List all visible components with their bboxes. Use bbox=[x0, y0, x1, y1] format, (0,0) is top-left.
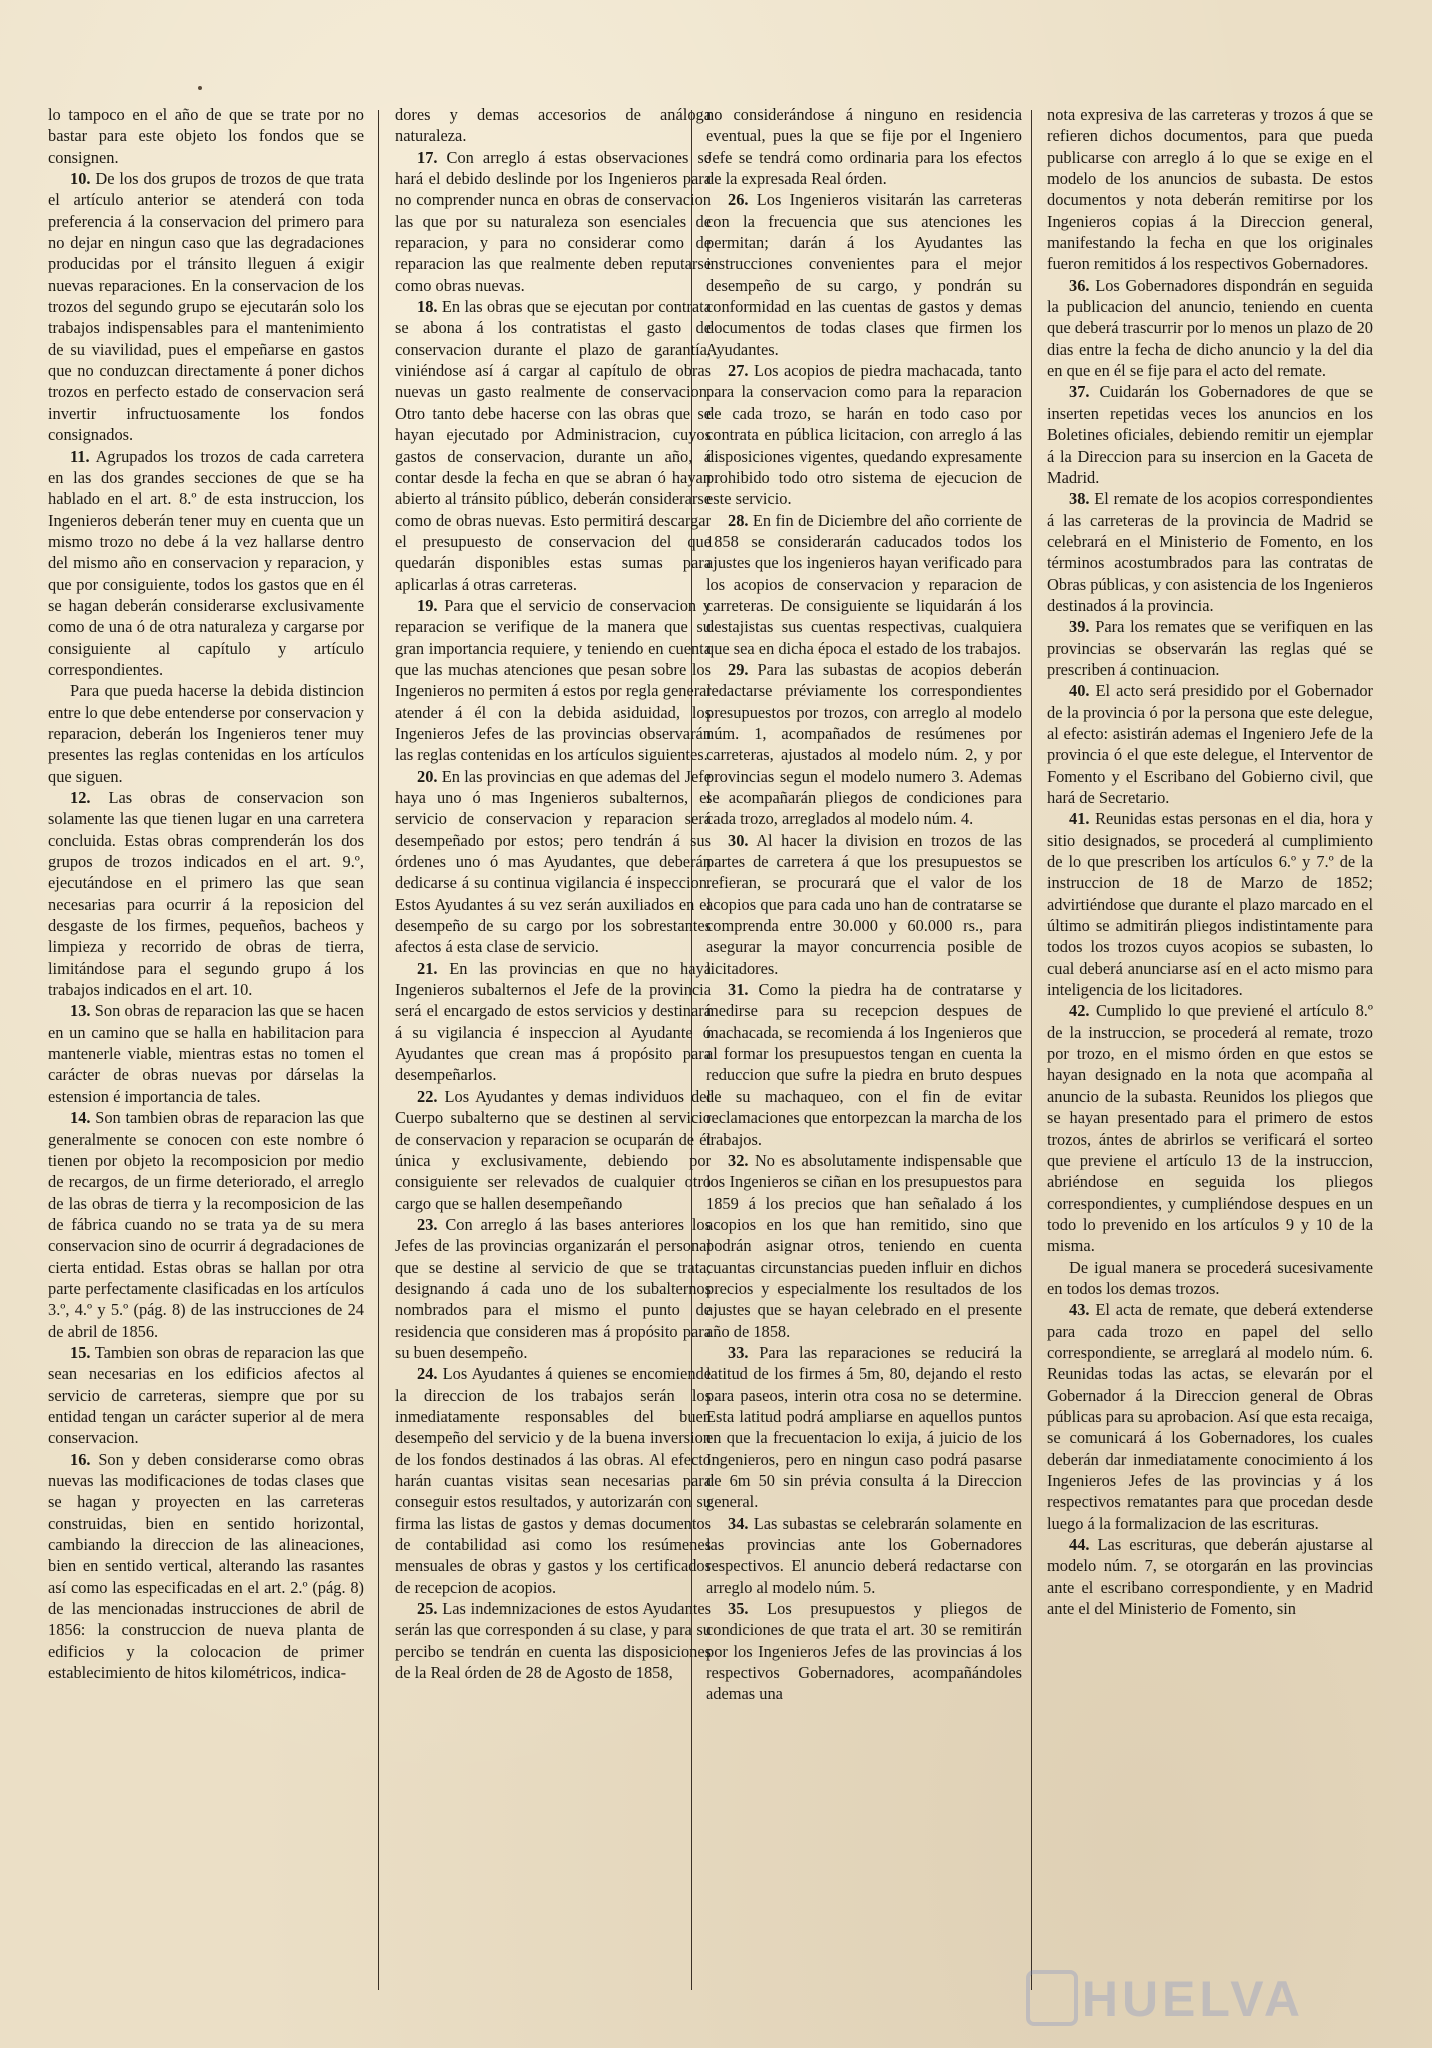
text-column-2 bbox=[395, 104, 711, 2028]
article-paragraph bbox=[395, 1086, 711, 1214]
paragraph-text: Las subastas se celebrarán solamente en las provincias ante los Gobernadores respectivos. El anuncio deberá redactarse con arreglo al modelo núm. 5. bbox=[706, 1513, 1022, 1597]
paragraph-text: Cuidarán los Gobernadores de que se inserten repetidas veces los anuncios en los Boletines oficiales, debiendo remitir un ejemplar á la Direccion para su insercion en la Gaceta de Madrid. bbox=[1047, 382, 1373, 487]
article-paragraph bbox=[706, 830, 1022, 979]
paragraph-text: De los dos grupos de trozos de que trata el artículo anterior se atenderá con toda preferencia á la conservacion del primero para no dejar en ningun caso que las degradaciones producidas por el tránsito lleguen á exigir nuevas reparaciones. En la conservacion de los trozos del segundo grupo se ejecutarán solo los trabajos indispensables para el mantenimiento de su viavilidad, pues el empeñarse en gastos que no conduzcan directamente á poner dichos trozos en perfecto estado de conservacion será invertir infructuosamente los fondos consignados. bbox=[48, 169, 364, 445]
article-number: 18. bbox=[417, 297, 438, 317]
article-number: 40. bbox=[1069, 681, 1090, 701]
article-number: 36. bbox=[1069, 275, 1090, 295]
article-paragraph bbox=[48, 1000, 364, 1107]
article-paragraph bbox=[48, 1449, 364, 1684]
article-number: 14. bbox=[70, 1108, 91, 1128]
paragraph-text: Los Ayudantes á quienes se encomiende la direccion de los trabajos serán los inmediatamente responsables del buen desempeño del servicio y de la buena inversion de los fondos destinados á las obras. Al efecto harán cuantas visitas sean necesarias para conseguir estos resultados, y autorizarán con su firma las listas de gastos y demas documentos de contabilidad asi como los resúmenes mensuales de obras y gastos y los certificados de recepcion de acopios. bbox=[395, 1364, 711, 1597]
paragraph-text: Para las subastas de acopios deberán redactarse préviamente los correspondientes presupuestos por trozos, con arreglo al modelo núm. 1, acompañados de resúmenes por carreteras, ajustados al modelo núm. 2, y por provincias segun el modelo numero 3. Ademas se acompañarán pliegos de condiciones para cada trozo, arreglados al modelo núm. 4. bbox=[706, 659, 1022, 829]
paragraph-text: Son tambien obras de reparacion las que generalmente se conocen con este nombre ó tienen por objeto la recomposicion por medio de recargos, de un firme deteriorado, el arreglo de las obras de tierra y la recomposicion de las de fábrica cuando no se trata ya de su mera conservacion sino de ocurrir á degradaciones de cierta entidad. Estas obras se hallan por otra parte perfectamente clasificadas en los artículos 3.º, 4.º y 5.º (pág. 8) de las instrucciones de 24 de abril de 1856. bbox=[48, 1108, 364, 1341]
paragraph bbox=[395, 104, 711, 147]
article-number: 42. bbox=[1069, 1001, 1090, 1021]
article-number: 33. bbox=[728, 1342, 749, 1362]
article-number: 19. bbox=[417, 595, 438, 615]
article-paragraph bbox=[395, 958, 711, 1086]
text-column-3 bbox=[706, 104, 1022, 2028]
article-paragraph bbox=[48, 168, 364, 445]
paragraph-text: nota expresiva de las carreteras y trozos á que se refieren dichos documentos, para que pueda publicarse con arreglo á lo que se exige en el modelo de los anuncios de subasta. De estos documentos y nota deberán remitirse por los Ingenieros copias á la Direccion general, manifestando la fecha en que los originales fueron remitidos á los respectivos Gobernadores. bbox=[1047, 105, 1373, 274]
article-number: 16. bbox=[70, 1449, 91, 1469]
paragraph-text: Son y deben considerarse como obras nuevas las modificaciones de todas clases que se hagan y proyecten en las carreteras construidas, bien en sentido horizontal, cambiando la direccion de las alineaciones, bien en sentido vertical, alterando las rasantes así como las especificadas en el art. 2.º (pág. 8) de las mencionadas instrucciones de abril de 1856: la construccion de nueva planta de edificios y la colocacion de primer establecimiento de hitos kilométricos, indica- bbox=[48, 1449, 364, 1683]
paragraph-text: Con arreglo á estas observaciones se hará el debido deslinde por los Ingenieros para no comprender nunca en obras de conservacion las que por su naturaleza son esenciales de reparacion, y para no considerar como de reparacion las que realmente deben reputarse como obras nuevas. bbox=[395, 147, 711, 295]
article-number: 30. bbox=[728, 830, 749, 850]
article-paragraph bbox=[395, 147, 711, 296]
paragraph-text: Los presupuestos y pliegos de condiciones de que trata el art. 30 se remitirán por los Ingenieros Jefes de las provincias á los respectivos Gobernadores, acompañándoles ademas una bbox=[706, 1599, 1022, 1704]
text-column-1 bbox=[48, 104, 364, 2028]
article-number: 38. bbox=[1069, 489, 1090, 509]
paragraph-text: Agrupados los trozos de cada carretera en las dos grandes secciones de que se ha hablado en el art. 8.º de esta instruccion, los Ingenieros deberán tener muy en cuenta que un mismo trozo no debe á la vez hallarse dentro del mismo año en conservacion y reparacion, y que por consiguiente, todos los gastos que en él se hagan deberán considerarse exclusivamente como de una ó de otra naturaleza y cargarse por consiguiente al capítulo y artículo correspondientes. bbox=[48, 446, 364, 679]
article-number: 35. bbox=[728, 1599, 749, 1619]
library-logo-icon bbox=[1026, 1970, 1078, 2026]
article-paragraph bbox=[395, 1214, 711, 1363]
paragraph-text: Los Gobernadores dispondrán en seguida la publicacion del anuncio, teniendo en cuenta que deberá trascurrir por lo menos un plazo de 20 dias entre la fecha de dicho anuncio y la del dia en que en él se fije para el acto del remate. bbox=[1047, 275, 1373, 381]
paragraph-text: Con arreglo á las bases anteriores los Jefes de las provincias organizarán el personal que se destine al servicio de que se trata; designando á cada uno de los subalternos nombrados para el mismo el punto de residencia que consideren mas á propósito para su buen desempeño. bbox=[395, 1214, 711, 1362]
article-number: 34. bbox=[728, 1513, 749, 1533]
paragraph bbox=[1047, 1257, 1373, 1300]
paragraph-text: Los acopios de piedra machacada, tanto para la conservacion como para la reparacion de cada trozo, se harán en todo caso por contrata en pública licitacion, con arreglo á las disposiciones vigentes, quedando expresamente prohibido todo otro sistema de ejecucion de este servicio. bbox=[706, 361, 1022, 509]
article-paragraph bbox=[48, 787, 364, 1000]
paragraph-text: En las obras que se ejecutan por contrata se abona á los contratistas el gasto de conservacion durante el plazo de garantía, viniéndose así á cargar al capítulo de obras nuevas un gasto realmente de conservacion. Otro tanto debe hacerse con las obras que se hayan ejecutado por Administracion, cuyos gastos de conservacion, durante un año, á contar desde la fecha en que se abran ó hayan abierto al tránsito público, deberán considerarse como de obras nuevas. Esto permitirá descargar el presupuesto de conservacion del que quedarán disponibles estas sumas para aplicarlas á otras carreteras. bbox=[395, 297, 711, 594]
article-number: 28. bbox=[728, 510, 749, 530]
article-number: 44. bbox=[1069, 1535, 1090, 1555]
paragraph-text: El acto será presidido por el Gobernador de la provincia ó por la persona que este delegue, al efecto: asistirán ademas el Ingeniero Jefe de la provincia ó el que este delegue, el Interventor de Fomento y el Escribano del Gobierno civil, que hará de Secretario. bbox=[1047, 681, 1373, 807]
article-paragraph bbox=[706, 1598, 1022, 1705]
article-paragraph bbox=[706, 1342, 1022, 1513]
article-paragraph bbox=[706, 360, 1022, 509]
article-paragraph bbox=[395, 1363, 711, 1598]
article-paragraph bbox=[706, 1150, 1022, 1342]
paragraph-text: Las indemnizaciones de estos Ayudantes serán las que corresponden á su clase, y para su percibo se tendrán en cuenta las disposiciones de la Real órden de 28 de Agosto de 1858, bbox=[395, 1599, 711, 1683]
paragraph-text: Tambien son obras de reparacion las que sean necesarias en los edificios afectos al servicio de carreteras, siempre que por su entidad tengan un carácter superior al de mera conservacion. bbox=[48, 1342, 364, 1448]
article-number: 25. bbox=[417, 1599, 438, 1619]
article-number: 39. bbox=[1069, 617, 1090, 637]
article-number: 41. bbox=[1069, 809, 1090, 829]
paragraph-text: Reunidas estas personas en el dia, hora y sitio designados, se procederá al cumplimiento de lo que prescriben los artículos 6.º y 7.º de la instruccion de 18 de Marzo de 1852; advirtiéndose que durante el plazo marcado en el último se admitirán pliegos indistintamente para todos los trozos cuyos acopios se subasten, lo cual deberá anunciarse así en el acto mismo para inteligencia de los licitadores. bbox=[1047, 809, 1373, 1000]
article-paragraph bbox=[1047, 381, 1373, 488]
paragraph-text: Son obras de reparacion las que se hacen en un camino que se halla en habilitacion para mantenerle viable, mientras estas no tomen el carácter de obras nuevas por dárselas la estension é importancia de tales. bbox=[48, 1001, 364, 1106]
paragraph-text: Para que pueda hacerse la debida distincion entre lo que debe entenderse por conservacion y reparacion, deberán los Ingenieros tener muy presentes las reglas contenidas en los artículos que siguen. bbox=[48, 681, 364, 786]
paragraph-text: Las escrituras, que deberán ajustarse al modelo núm. 7, se otorgarán en las provincias ante el escribano correspondiente, y en Madrid ante el del Ministerio de Fomento, sin bbox=[1047, 1535, 1373, 1619]
paragraph-text: Las obras de conservacion son solamente las que tienen lugar en una carretera concluida. Estas obras comprenderán los dos grupos de trozos indicados en el art. 9.º, ejecutándose en el primero las que sean necesarias para ocurrir á la reposicion del desgaste de los firmes, pequeños, bacheos y limpieza y recorrido de obras de tierra, limitándose para el segundo grupo á los trabajos indicados en el art. 10. bbox=[48, 788, 364, 1000]
article-number: 31. bbox=[728, 980, 749, 1000]
text-column-4 bbox=[1047, 104, 1373, 2028]
article-number: 23. bbox=[417, 1214, 438, 1234]
paragraph-text: No es absolutamente indispensable que los Ingenieros se ciñan en los presupuestos para 1859 á los precios que han señalado á los acopios en los que han remitido, sino que podrán asignar otros, teniendo en cuenta cuantas circunstancias pueden influir en dichos precios y especialmente los resultados de los ajustes que se hayan celebrado en el presente año de 1858. bbox=[706, 1150, 1022, 1341]
article-paragraph bbox=[1047, 808, 1373, 1000]
paragraph-text: Los Ayudantes y demas individuos del Cuerpo subalterno que se destinen al servicio de conservacion y reparacion se ocuparán de él única y exclusivamente, debiendo por consiguiente ser relevados de cualquier otro cargo que se hallen desempeñando bbox=[395, 1086, 711, 1213]
column-rule bbox=[1031, 110, 1032, 1990]
article-number: 24. bbox=[417, 1364, 438, 1384]
paragraph bbox=[706, 104, 1022, 189]
article-paragraph bbox=[706, 510, 1022, 659]
article-paragraph bbox=[1047, 1299, 1373, 1534]
paragraph-text: no considerándose á ninguno en residencia eventual, pues la que se fije por el Ingeniero Jefe se tendrá como ordinaria para los efectos de la expresada Real órden. bbox=[706, 105, 1022, 189]
article-paragraph bbox=[395, 595, 711, 766]
article-paragraph bbox=[1047, 680, 1373, 808]
article-paragraph bbox=[48, 446, 364, 681]
article-number: 29. bbox=[728, 659, 749, 679]
paragraph-text: Para los remates que se verifiquen en las provincias se observarán las reglas qué se prescriben á continuacion. bbox=[1047, 617, 1373, 679]
paragraph-text: El remate de los acopios correspondientes á las carreteras de la provincia de Madrid se celebrará en el Ministerio de Fomento, en los términos acostumbrados para las contratas de Obras públicas, y con asistencia de los Ingenieros destinados á la provincia. bbox=[1047, 489, 1373, 615]
article-paragraph bbox=[1047, 1534, 1373, 1619]
ink-speck bbox=[198, 86, 202, 90]
paragraph-text: Para que el servicio de conservacion y reparacion se verifique de la manera que su gran importancia requiere, y teniendo en cuenta que las muchas atenciones que pesan sobre los Ingenieros no permiten á estos por regla general atender á él con la debida asiduidad, los Ingenieros Jefes de las provincias observarán las reglas contenidas en los artículos siguientes. bbox=[395, 595, 711, 765]
paragraph-text: Para las reparaciones se reducirá la latitud de los firmes á 5m, 80, dejando el resto para paseos, interin otra cosa no se determine. Esta latitud podrá ampliarse en aquellos puntos en que la frecuentacion lo exija, á juicio de los Ingenieros, pero en ningun caso podrá pasarse de 6m 50 sin prévia consulta á la Direccion general. bbox=[706, 1342, 1022, 1512]
article-number: 12. bbox=[70, 788, 91, 807]
article-paragraph bbox=[1047, 616, 1373, 680]
paragraph-text: Como la piedra ha de contratarse y medirse para su recepcion despues de machacada, se recomienda á los Ingenieros que al formar los presupuestos tengan en cuenta la reduccion que sufre la piedra en bruto despues de su machaqueo, con el fin de evitar reclamaciones que entorpezcan la marcha de los trabajos. bbox=[706, 980, 1022, 1149]
article-number: 43. bbox=[1069, 1300, 1090, 1320]
article-number: 27. bbox=[728, 361, 749, 381]
paragraph-text: En las provincias en que ademas del Jefe haya uno ó mas Ingenieros subalternos, el servicio de conservacion y reparacion será desempeñado por estos; pero tendrán á sus órdenes uno ó mas Ayudantes, que deberán dedicarse á su continua vigilancia é inspeccion. Estos Ayudantes á su vez serán auxiliados en el desempeño de su cargo por los sobrestantes afectos á esta clase de servicio. bbox=[395, 766, 711, 957]
article-paragraph bbox=[706, 979, 1022, 1150]
paragraph-text: dores y demas accesorios de análoga naturaleza. bbox=[395, 105, 711, 146]
article-paragraph bbox=[706, 1513, 1022, 1598]
article-number: 26. bbox=[728, 190, 749, 210]
paragraph bbox=[48, 104, 364, 168]
paragraph-text: De igual manera se procederá sucesivamente en todos los demas trozos. bbox=[1047, 1257, 1373, 1298]
article-paragraph bbox=[1047, 488, 1373, 616]
article-paragraph bbox=[395, 296, 711, 595]
watermark: HUELVA bbox=[1081, 1971, 1304, 2027]
article-number: 20. bbox=[417, 766, 438, 786]
paragraph-text: En las provincias en que no haya Ingenieros subalternos el Jefe de la provincia será el encargado de estos servicios y destinará á su vigilancia é inspeccion al Ayudante ó Ayudantes que crean mas á propósito para desempeñarlos. bbox=[395, 958, 711, 1085]
paragraph-text: Al hacer la division en trozos de las partes de carretera á que los presupuestos se refieran, se procurará que el valor de los acopios que para cada uno han de contratarse se comprenda entre 30.000 y 60.000 rs., para asegurar la mayor concurrencia posible de licitadores. bbox=[706, 830, 1022, 978]
article-number: 22. bbox=[417, 1086, 438, 1106]
article-paragraph bbox=[48, 1342, 364, 1449]
paragraph-text: Cumplido lo que previené el artículo 8.º de la instruccion, se procederá al remate, trozo por trozo, en el mismo órden en que estos se hayan designado en la nota que acompaña al anuncio de la subasta. Reunidos los pliegos que se hayan presentado para el primero de estos trozos, ántes de abrirlos se verificará el sorteo que previene el artículo 13 de la instruccion, abriéndose en seguida los pliegos correspondientes, y cumpliéndose despues en un todo lo prevenido en los artículos 9 y 10 de la misma. bbox=[1047, 1001, 1373, 1256]
article-paragraph bbox=[1047, 275, 1373, 382]
article-number: 32. bbox=[728, 1150, 749, 1170]
article-paragraph bbox=[706, 659, 1022, 830]
article-paragraph bbox=[395, 766, 711, 958]
article-paragraph bbox=[706, 189, 1022, 360]
article-paragraph bbox=[48, 1107, 364, 1342]
article-number: 17. bbox=[417, 147, 438, 167]
article-number: 10. bbox=[70, 169, 91, 189]
article-number: 21. bbox=[417, 958, 438, 978]
article-number: 15. bbox=[70, 1342, 91, 1362]
paragraph bbox=[48, 680, 364, 787]
article-number: 37. bbox=[1069, 382, 1090, 402]
article-paragraph bbox=[395, 1598, 711, 1683]
article-number: 11. bbox=[70, 446, 90, 466]
paragraph bbox=[1047, 104, 1373, 275]
paragraph-text: El acta de remate, que deberá extenderse para cada trozo en papel del sello correspondiente, se arreglará al modelo núm. 6. Reunidas todas las actas, se elevarán por el Gobernador á la Direccion general de Obras públicas para su aprobacion. Así que esta recaiga, se comunicará á los Gobernadores, los cuales deberán dar inmediatamente conocimiento á los Ingenieros Jefes de las provincias y á los respectivos rematantes para que procedan desde luego á la formalizacion de las escrituras. bbox=[1047, 1300, 1373, 1533]
column-rule bbox=[378, 110, 379, 1990]
paragraph-text: En fin de Diciembre del año corriente de 1858 se considerarán caducados todos los ajustes que los ingenieros hayan verificado para los acopios de conservacion y reparacion de carreteras. De consiguiente se liquidarán á los destajistas sus cuentas respectivas, cualquiera que sea en dicha época el estado de los trabajos. bbox=[706, 510, 1022, 658]
paragraph-text: Los Ingenieros visitarán las carreteras con la frecuencia que sus atenciones les permitan; darán á los Ayudantes las instrucciones convenientes para el mejor desempeño de su cargo, y pondrán su conformidad en las cuentas de gastos y demas documentos de todas clases que firmen los Ayudantes. bbox=[706, 190, 1022, 359]
paragraph-text: lo tampoco en el año de que se trate por no bastar para este objeto los fondos que se consignen. bbox=[48, 105, 364, 167]
article-paragraph bbox=[1047, 1000, 1373, 1256]
article-number: 13. bbox=[70, 1001, 91, 1021]
